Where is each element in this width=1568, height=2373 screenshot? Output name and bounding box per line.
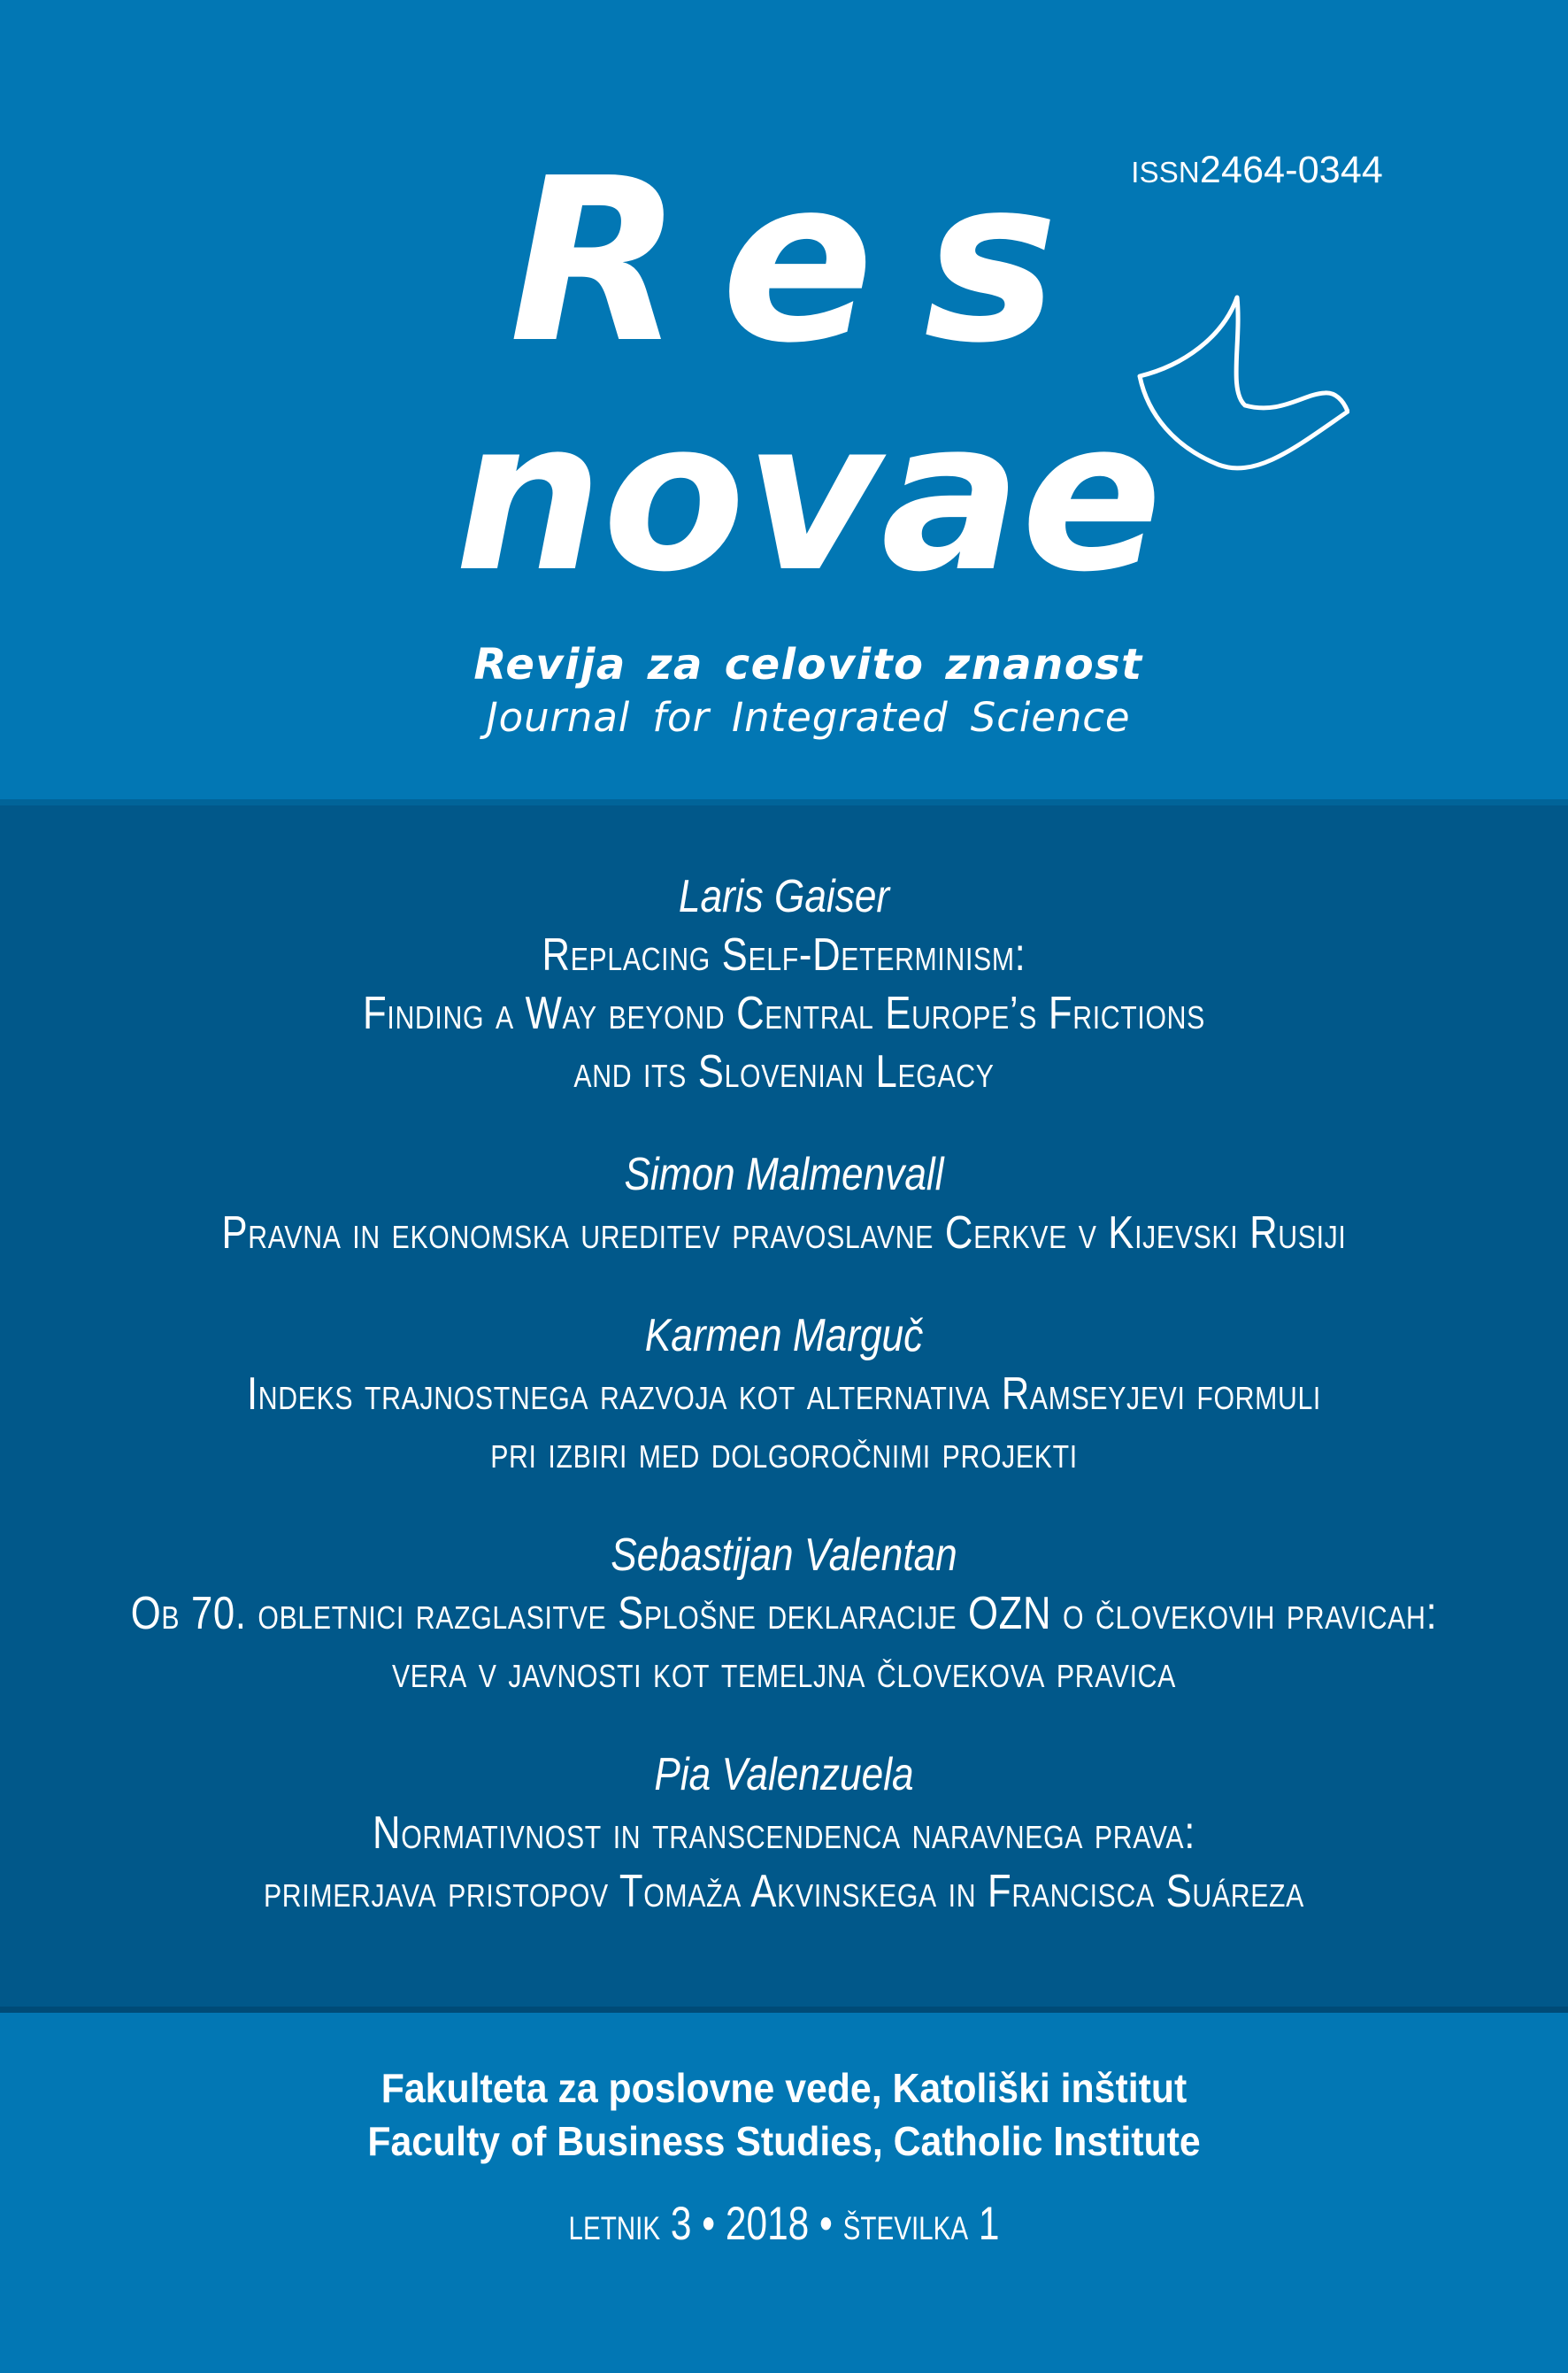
issn-label: ISSN: [1131, 156, 1200, 189]
journal-title-res: Res: [509, 130, 1108, 393]
article-author: Laris Gaiser: [678, 871, 890, 922]
journal-subtitle-english: Journal for Integrated Science: [486, 694, 1131, 741]
publisher-block: [55, 2013, 1513, 2168]
article-title-line: primerjava pristopov Tomaža Akvinskega in Francisca Suáreza: [263, 1866, 1305, 1917]
issn-number: 2464-0344: [1199, 149, 1383, 191]
article-entry: [0, 1745, 1568, 1921]
article-title-line: Finding a Way beyond Central Europe’s Frictions: [363, 988, 1205, 1039]
journal-title-novae: novae: [454, 376, 1163, 618]
dove-icon: [1137, 295, 1349, 472]
article-title-line: pri izbiri med dolgoročnimi projekti: [490, 1427, 1078, 1478]
article-title-line: Replacing Self-Determinism:: [542, 929, 1026, 981]
articles-list: [0, 805, 1568, 1921]
publisher-band: [0, 2013, 1568, 2373]
article-entry: [0, 1306, 1568, 1482]
issue-info: letnik 3 • 2018 • številka 1: [568, 2198, 1000, 2250]
article-title-line: Normativnost in transcendenca naravnega prava:: [373, 1807, 1195, 1859]
article-title-line: vera v javnosti kot temeljna človekova pravica: [391, 1646, 1177, 1698]
article-author: Simon Malmenvall: [624, 1149, 944, 1200]
journal-subtitle-slovenian: Revija za celovito znanost: [473, 640, 1143, 690]
contents-band: [0, 805, 1568, 2013]
article-title-line: Indeks trajnostnega razvoja kot alternativa Ramseyjevi formuli: [246, 1368, 1321, 1420]
masthead-band: [0, 0, 1568, 805]
article-title-line: and its Slovenian Legacy: [573, 1046, 995, 1098]
article-author: Pia Valenzuela: [654, 1749, 914, 1800]
article-title-line: Pravna in ekonomska ureditev pravoslavne Cerkve v Kijevski Rusiji: [221, 1207, 1347, 1259]
article-entry: [0, 867, 1568, 1101]
publisher-name-slovenian: Fakulteta za poslovne vede, Katoliški inštitut: [380, 2065, 1188, 2111]
article-entry: [0, 1145, 1568, 1262]
article-author: Karmen Marguč: [644, 1310, 924, 1361]
article-author: Sebastijan Valentan: [611, 1529, 957, 1581]
article-entry: [0, 1526, 1568, 1701]
article-title-line: Ob 70. obletnici razglasitve Splošne deklaracije OZN o človekovih pravicah:: [130, 1588, 1438, 1639]
publisher-name-english: Faculty of Business Studies, Catholic Institute: [367, 2118, 1201, 2164]
